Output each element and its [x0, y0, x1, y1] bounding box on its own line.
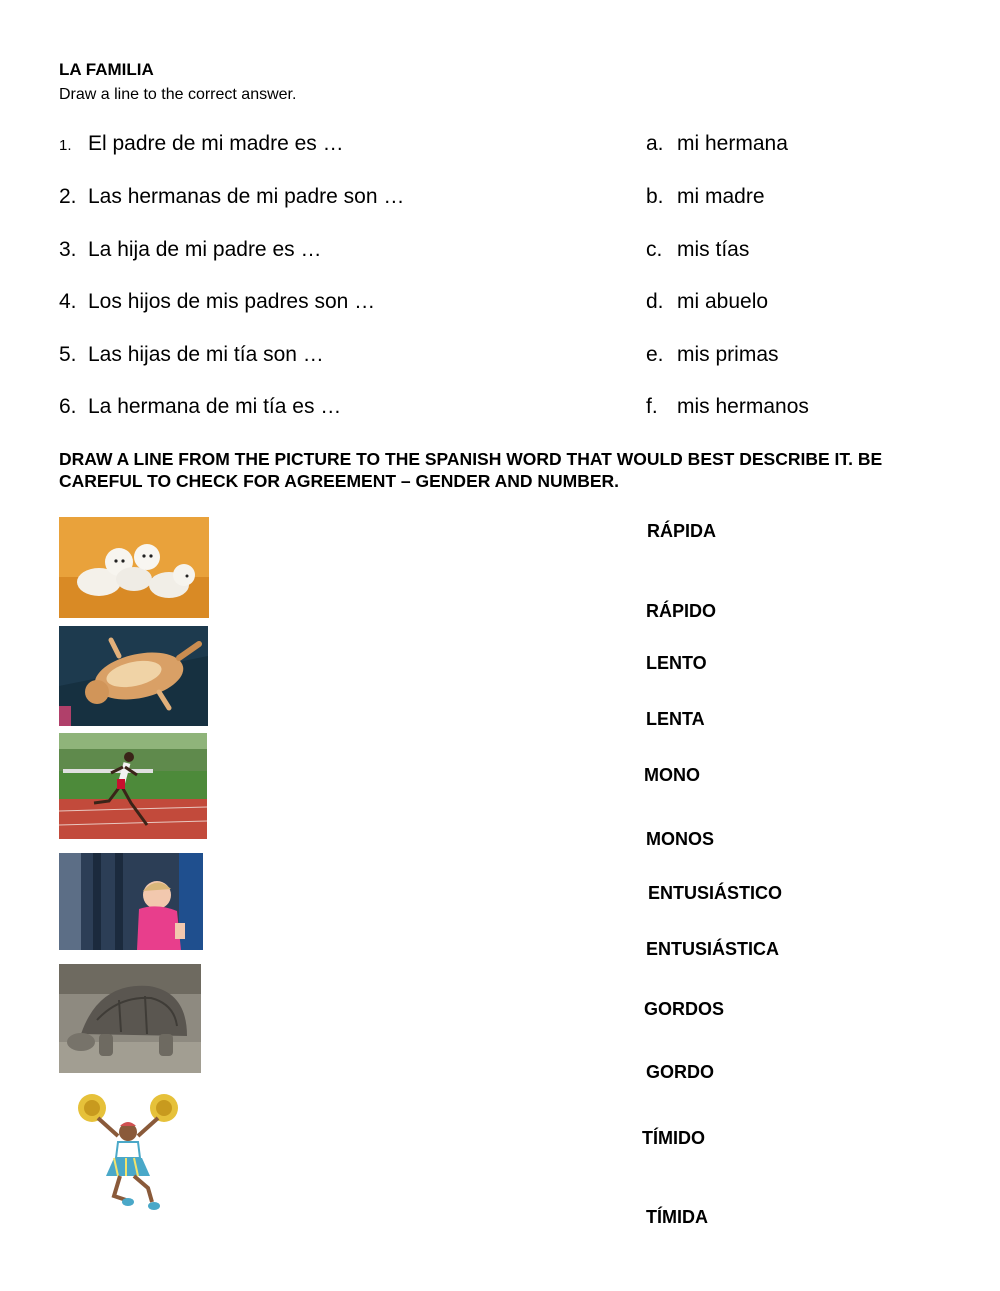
word-rapida: RÁPIDA [647, 521, 717, 541]
answer-text: mis primas [677, 343, 779, 366]
word-entusiastica: ENTUSIÁSTICA [646, 939, 780, 959]
answer-text: mi abuelo [677, 290, 769, 313]
question-number: 3. [59, 238, 77, 261]
answer-text: mis hermanos [677, 395, 809, 418]
question-number: 5. [59, 343, 77, 366]
word-monos: MONOS [646, 829, 715, 849]
answer-e [646, 343, 779, 367]
answer-c [646, 238, 749, 262]
word-gordos: GORDOS [644, 999, 725, 1019]
answer-letter: b. [646, 185, 664, 208]
question-number: 1. [59, 137, 72, 154]
word-lenta: LENTA [646, 709, 705, 729]
question-2 [59, 185, 404, 209]
answer-f [646, 395, 809, 419]
answer-a [646, 132, 788, 156]
puppies-image [59, 517, 209, 618]
answer-text: mi madre [677, 185, 765, 208]
answer-b [646, 185, 765, 209]
word-lento: LENTO [646, 653, 707, 673]
answer-text: mis tías [677, 238, 750, 261]
answer-letter: c. [646, 238, 663, 261]
section2-heading: DRAW A LINE FROM THE PICTURE TO THE SPANISH WORD THAT WOULD BEST DESCRIBE IT. BE CAREFUL TO CHECK FOR AGREEMENT – GENDER AND NUMBER. [59, 449, 883, 491]
question-text: El padre de mi madre es … [88, 132, 344, 155]
answer-letter: d. [646, 290, 664, 313]
worksheet-title: LA FAMILIA [59, 60, 154, 79]
word-mono: MONO [644, 765, 700, 785]
answer-letter: e. [646, 343, 664, 366]
answer-letter: a. [646, 132, 664, 155]
instruction-text: Draw a line to the correct answer. [59, 86, 297, 103]
answer-text: mi hermana [677, 132, 788, 155]
word-rapido: RÁPIDO [646, 601, 717, 621]
answer-d [646, 290, 768, 314]
word-timida: TÍMIDA [646, 1207, 708, 1227]
question-6 [59, 395, 341, 419]
question-text: Los hijos de mis padres son … [88, 290, 376, 313]
question-1 [59, 132, 344, 156]
question-text: La hermana de mi tía es … [88, 395, 342, 418]
cheerleader-image [68, 1092, 186, 1216]
question-number: 4. [59, 290, 77, 313]
word-timido: TÍMIDO [642, 1128, 705, 1148]
question-3 [59, 238, 321, 262]
question-text: Las hijas de mi tía son … [88, 343, 324, 366]
question-number: 6. [59, 395, 77, 418]
word-entusiastico: ENTUSIÁSTICO [648, 883, 783, 903]
word-gordo: GORDO [646, 1062, 715, 1082]
shy-girl-image [59, 853, 203, 950]
runner-image [59, 733, 207, 839]
question-5 [59, 343, 324, 367]
question-number: 2. [59, 185, 77, 208]
question-4 [59, 290, 375, 314]
fat-cat-image [59, 626, 208, 726]
question-text: La hija de mi padre es … [88, 238, 322, 261]
tortoise-image [59, 964, 201, 1073]
question-text: Las hermanas de mi padre son … [88, 185, 405, 208]
answer-letter: f. [646, 395, 658, 418]
